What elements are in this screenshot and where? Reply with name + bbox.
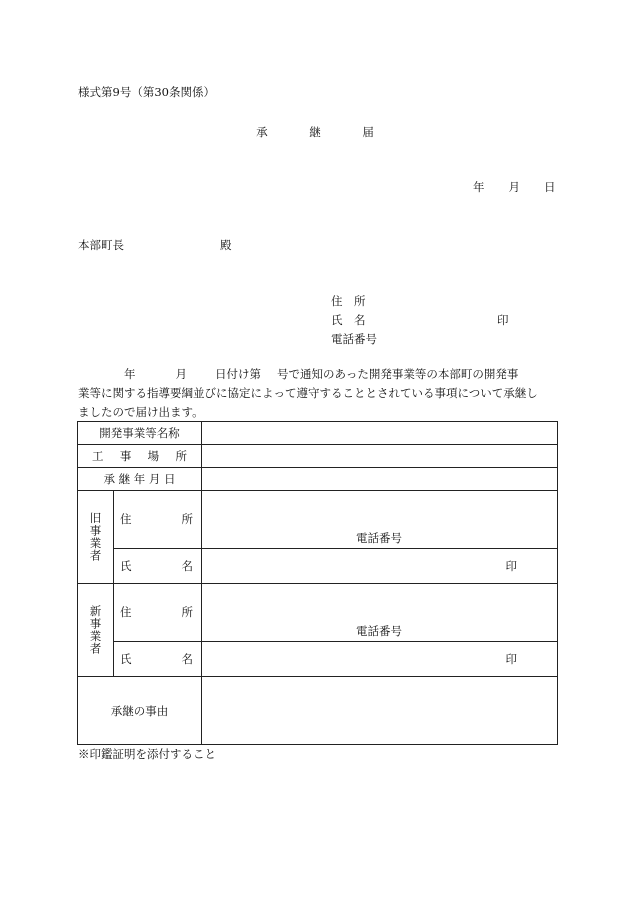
new-operator-group — [78, 584, 114, 677]
succession-date-field[interactable] — [202, 468, 558, 491]
row-old-name — [78, 549, 558, 584]
applicant-address-label: 住 所 — [331, 294, 366, 308]
new-name-field[interactable] — [202, 642, 558, 677]
applicant-name-label: 氏 名 — [331, 313, 366, 327]
project-name-field[interactable] — [202, 422, 558, 445]
footnote: ※印鑑証明を添付すること — [78, 747, 216, 761]
title-char-1: 承 — [256, 125, 268, 139]
title-char-2: 継 — [309, 125, 321, 139]
statement-line-2: 業等に関する指導要綱並びに協定によって遵守することとされている事項について承継し — [78, 386, 538, 400]
date-month-label: 月 — [508, 180, 520, 194]
site-label: 工 事 場 所 — [78, 445, 202, 468]
old-name-label: 氏 名 — [114, 549, 202, 584]
form-number: 様式第9号（第30条関係） — [78, 85, 215, 99]
addressee-name: 本部町長 — [78, 238, 124, 252]
new-seal-mark: 印 — [505, 652, 517, 666]
reason-field[interactable] — [202, 677, 558, 745]
row-new-name — [78, 642, 558, 677]
statement-line-3: ましたので届け出ます。 — [78, 405, 204, 419]
new-name-label: 氏 名 — [114, 642, 202, 677]
date-year-label: 年 — [473, 180, 485, 194]
succession-date-label: 承 継 年 月 日 — [78, 468, 202, 491]
new-operator-label: 新事業者 — [88, 605, 103, 655]
applicant-phone-label: 電話番号 — [331, 332, 377, 346]
row-project-name — [78, 422, 558, 445]
statement-text — [78, 365, 558, 422]
document-title — [0, 124, 630, 140]
succession-form-table — [77, 421, 558, 745]
reason-label: 承継の事由 — [78, 677, 202, 745]
old-address-label: 住 所 — [114, 491, 202, 549]
row-new-address — [78, 584, 558, 642]
old-name-field[interactable] — [202, 549, 558, 584]
applicant-seal-mark: 印 — [497, 313, 509, 327]
old-operator-label: 旧事業者 — [88, 512, 103, 562]
row-site — [78, 445, 558, 468]
submission-date — [473, 179, 556, 195]
addressee — [78, 237, 232, 253]
site-field[interactable] — [202, 445, 558, 468]
addressee-suffix: 殿 — [220, 238, 232, 252]
applicant-name — [331, 312, 509, 328]
project-name-label: 開発事業等名称 — [78, 422, 202, 445]
new-phone-label: 電話番号 — [356, 624, 402, 638]
new-address-label: 住 所 — [114, 584, 202, 642]
old-seal-mark: 印 — [505, 559, 517, 573]
row-succession-date — [78, 468, 558, 491]
applicant-phone — [331, 331, 391, 347]
old-phone-label: 電話番号 — [356, 531, 402, 545]
statement-line-1: 年 月 日付け第 号で通知のあった開発事業等の本部町の開発事 — [124, 367, 519, 381]
date-day-label: 日 — [544, 180, 556, 194]
new-address-field[interactable] — [202, 584, 558, 642]
applicant-address — [331, 293, 391, 309]
old-address-field[interactable] — [202, 491, 558, 549]
row-reason — [78, 677, 558, 745]
row-old-address — [78, 491, 558, 549]
old-operator-group — [78, 491, 114, 584]
title-char-3: 届 — [362, 125, 374, 139]
